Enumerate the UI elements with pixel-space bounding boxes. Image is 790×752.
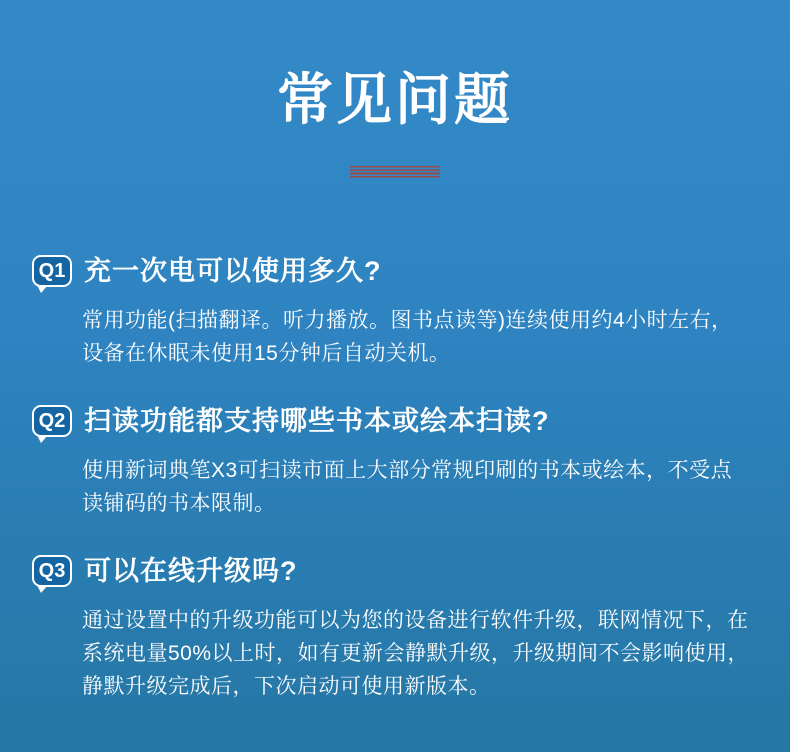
q2-badge-label: Q2 xyxy=(38,409,66,432)
faq-question-row-3 xyxy=(32,552,750,590)
faq-answer-3: 通过设置中的升级功能可以为您的设备进行软件升级，联网情况下，在系统电量50%以上时，如有更新会静默升级，升级期间不会影响使用，静默升级完成后，下次启动可使用新版本。 xyxy=(82,609,750,699)
faq-question-3: 可以在线升级吗? xyxy=(84,556,298,587)
faq-answer-2: 使用新词典笔X3可扫读市面上大部分常规印刷的书本或绘本，不受点读铺码的书本限制。 xyxy=(82,459,733,516)
faq-item-3 xyxy=(32,552,750,703)
q3-badge-label: Q3 xyxy=(38,559,66,582)
faq-question-row-2 xyxy=(32,402,750,440)
faq-answer-1: 常用功能(扫描翻译。听力播放。图书点读等)连续使用约4小时左右，设备在休眠未使用15分钟后自动关机。 xyxy=(82,309,733,366)
faq-item-2 xyxy=(32,402,750,520)
faq-question-row-1 xyxy=(32,252,750,290)
faq-question-1: 充一次电可以使用多久? xyxy=(84,256,382,287)
page-title: 常见问题 xyxy=(277,68,513,131)
q1-speech-bubble-badge xyxy=(32,255,72,287)
faq-question-2: 扫读功能都支持哪些书本或绘本扫读? xyxy=(84,406,550,437)
title-underline-stripes xyxy=(350,166,440,179)
faq-item-1 xyxy=(32,252,750,370)
q1-badge-label: Q1 xyxy=(38,259,66,282)
q2-speech-bubble-badge xyxy=(32,405,72,437)
faq-list xyxy=(0,252,790,703)
q3-speech-bubble-badge xyxy=(32,555,72,587)
